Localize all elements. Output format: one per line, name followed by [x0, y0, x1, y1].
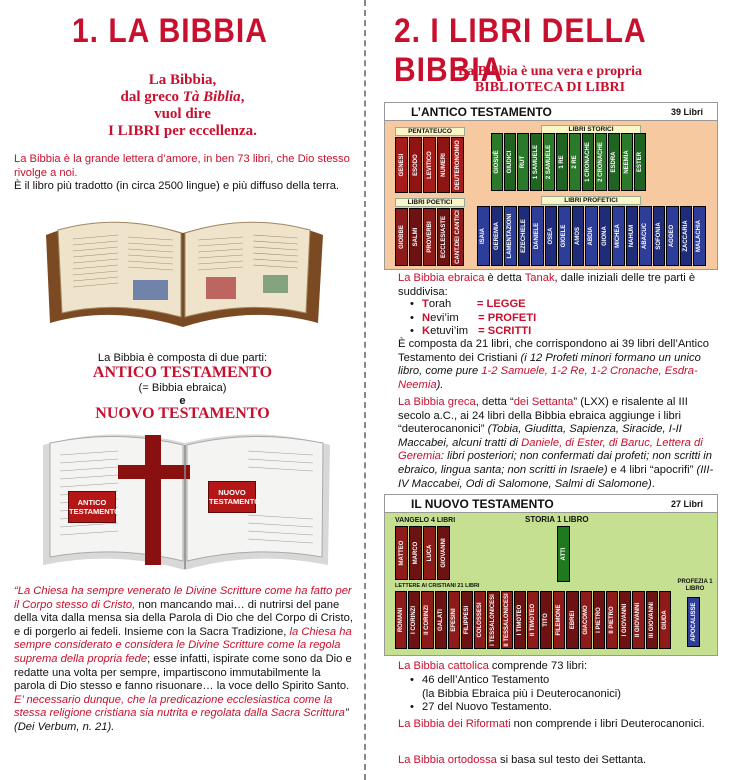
and-text: e [179, 395, 186, 407]
book-spine [527, 591, 539, 649]
cattolica-item: • 27 del Nuovo Testamento. [410, 701, 552, 714]
book-spine [491, 133, 503, 191]
book-spine [487, 591, 499, 649]
right-subtitle: La Bibbia è una vera e propria BIBLIOTECA DI LIBRI [457, 64, 643, 95]
book-title: LAMENTAZIONI [507, 213, 514, 259]
book-spine [409, 208, 422, 266]
book-title: DEUTERONOMIO [454, 140, 461, 190]
book-title: 2 SAMUELE [546, 144, 552, 180]
book-title: NUMERI [440, 153, 447, 177]
book-spine [423, 526, 436, 580]
book-title: FILIPPESI [464, 605, 471, 635]
book-title: GIACOMO [582, 605, 589, 635]
book-spine [626, 206, 639, 266]
book-title: GIOELE [561, 224, 568, 248]
book-spine [693, 206, 706, 266]
profetici-shelf [477, 206, 706, 266]
book-title: II PIETRO [609, 606, 616, 634]
book-spine [659, 591, 671, 649]
book-spine [595, 133, 607, 191]
book-title: MARCO [412, 541, 419, 565]
book-title: GIOBBE [398, 225, 405, 249]
tanak-item: • Nevi’im = PROFETI [410, 311, 537, 324]
book-spine [556, 133, 568, 191]
book-spine [619, 591, 631, 649]
book-title: AMOS [574, 227, 581, 245]
book-spine [545, 206, 558, 266]
book-spine [612, 206, 625, 266]
tanak-details: È composta da 21 libri, che corrispondono ai 39 libri dell’Antico Testamento dei Cristiani (i 12 Profeti minori formano un unico libro, come pure 1-2 Samuele, 1-2 Re, 1-2 Cronache, Esdra-Neemia). [398, 338, 709, 391]
cattolica-item: • 46 dell’Antico Testamento [410, 674, 550, 686]
book-spine [435, 591, 447, 649]
book-spine [687, 597, 700, 647]
book-spine [569, 133, 581, 191]
book-title: I GIOVANNI [622, 603, 629, 637]
book-title: SOFONIA [655, 222, 662, 250]
book-title: GIOVANNI [440, 538, 447, 568]
book-title: GALATI [437, 609, 444, 631]
book-spine [580, 591, 592, 649]
book-title: 1 SAMUELE [533, 144, 539, 180]
cattolica-paragraph: La Bibbia cattolica comprende 73 libri: [398, 660, 588, 672]
book-title: NEEMIA [624, 150, 630, 174]
book-title: ABDIA [588, 226, 595, 246]
book-spine [504, 206, 517, 266]
book-spine [530, 133, 542, 191]
book-title: II TIMOTEO [529, 603, 536, 637]
book-spine [599, 206, 612, 266]
open-bible-image [38, 205, 328, 340]
book-spine [437, 208, 450, 266]
pentateuco-shelf [395, 137, 464, 193]
book-title: GIOSUÈ [494, 150, 500, 174]
book-spine [395, 526, 408, 580]
book-title: LEVITICO [426, 151, 433, 179]
book-spine [608, 133, 620, 191]
book-title: ABACUC [642, 223, 649, 249]
book-spine [680, 206, 693, 266]
book-title: ISAIA [480, 227, 487, 245]
book-title: PROVERBI [426, 221, 433, 253]
book-spine [621, 133, 633, 191]
book-title: NAHUM [628, 224, 635, 248]
book-title: III GIOVANNI [648, 602, 655, 638]
book-spine [491, 206, 504, 266]
poetici-shelf [395, 208, 464, 266]
nuovo-testamento-panel [384, 494, 718, 656]
vangelo-shelf [395, 526, 450, 580]
storia-shelf [557, 526, 570, 582]
book-title: ESTER [637, 151, 643, 173]
cattolica-list [410, 674, 710, 715]
book-spine [634, 133, 646, 191]
book-spine [437, 137, 450, 193]
lettere-shelf [395, 591, 671, 649]
book-title: GENESI [398, 153, 405, 177]
lettere-label: LETTERE AI CRISTIANI 21 LIBRI [395, 583, 480, 589]
book-spine [557, 526, 570, 582]
dei-verbum-quote: “La Chiesa ha sempre venerato le Divine Scritture come ha fatto per il Corpo stesso di Cristo, non mancando mai… di nutrirsi del pane della vita dalla mensa sia della Parola di Dio che del Corpo di Cristo, e di porgerlo ai fedeli. Insieme con la Sacra Tradizione, la Chiesa ha sempre considerato e considera le Divine Scritture come la regola suprema della propria fede; esse infatti, ispirate come sono da Dio e redatte una volta per sempre, impartiscono immutabilmente la parola di Dio stesso e fanno risuonare… la voce dello Spirito Santo. E’ necessario dunque, che la predicazione ecclesiastica come la stessa religione cristiana sia nutrita e regolata dalla Sacra Scrittura” (Dei Verbum, n. 21). [14, 585, 353, 733]
book-spine [501, 591, 513, 649]
book-title: 1 RE [559, 155, 565, 169]
storici-label: LIBRI STORICI [541, 125, 641, 134]
book-title: ECCLESIASTE [440, 215, 447, 259]
profezia-shelf [687, 597, 700, 647]
book-spine [582, 133, 594, 191]
at-panel-title: L’ANTICO TESTAMENTO [411, 105, 552, 119]
left-column [10, 0, 355, 780]
book-title: 1 CRONACHE [585, 142, 591, 182]
tanak-item: • Ketuvi’im = SCRITTI [410, 325, 532, 338]
antico-sub: (= Bibbia ebraica) [138, 382, 227, 394]
book-spine [531, 206, 544, 266]
left-intro: La Bibbia, dal greco Tà Biblia, vuol dire I LIBRI per eccellenza. [108, 72, 257, 139]
book-spine [572, 206, 585, 266]
book-spine [423, 208, 436, 266]
tanak-item: • Torah = LEGGE [410, 298, 526, 310]
book-title: FILEMONE [556, 604, 563, 636]
pentateuco-label: PENTATEUCO [395, 127, 465, 136]
book-title: ESDRA [611, 151, 617, 173]
book-title: ATTI [560, 547, 567, 561]
book-title: II TESSALONICESI [503, 593, 510, 647]
left-paragraph-1: La Bibbia è la grande lettera d’amore, in ben 73 libri, che Dio stesso rivolge a noi. È il libro più tradotto (in circa 2500 lingue) e più diffuso della terra. [14, 153, 350, 193]
composed-text: La Bibbia è composta di due parti: [97, 352, 268, 364]
antico-testamento-label: ANTICO TESTAMENTO [92, 364, 273, 381]
riformati-paragraph: La Bibbia dei Riformati non comprende i libri Deuterocanonici. [398, 718, 705, 730]
bible-cross-image [38, 425, 333, 573]
book-title: MICHEA [615, 224, 622, 248]
book-spine [585, 206, 598, 266]
book-spine [606, 591, 618, 649]
book-title: 2 RE [572, 155, 578, 169]
book-title: ZACCARIA [682, 220, 689, 252]
book-title: TITO [543, 613, 550, 627]
book-title: I TIMOTEO [516, 604, 523, 636]
antico-testamento-tag: ANTICO TESTAMENTO [68, 491, 116, 523]
storici-shelf [491, 133, 646, 191]
book-spine [543, 133, 555, 191]
book-spine [437, 526, 450, 580]
book-title: APOCALISSE [690, 602, 697, 642]
cattolica-item: (la Bibbia Ebraica più i Deuterocanonici) [422, 687, 621, 700]
book-title: ROMANI [398, 607, 405, 633]
book-title: II CORINZI [424, 605, 431, 635]
book-spine [395, 591, 407, 649]
book-spine [395, 208, 408, 266]
book-spine [421, 591, 433, 649]
book-spine [517, 133, 529, 191]
book-title: GIUDICI [507, 150, 513, 174]
book-spine [474, 591, 486, 649]
book-spine [451, 137, 464, 193]
book-title: AGGEO [669, 224, 676, 248]
book-title: GEREMIA [493, 221, 500, 251]
vangelo-label: VANGELO 4 LIBRI [395, 517, 456, 524]
book-title: EZECHIELE [520, 219, 527, 253]
book-spine [504, 133, 516, 191]
nuovo-testamento-tag: NUOVO TESTAMENTO [208, 481, 256, 513]
book-spine [666, 206, 679, 266]
book-spine [423, 137, 436, 193]
ortodossa-paragraph: La Bibbia ortodossa si basa sul testo dei Settanta. [398, 754, 647, 766]
book-title: SALMI [412, 227, 419, 247]
book-spine [558, 206, 571, 266]
book-spine [461, 591, 473, 649]
book-spine [477, 206, 490, 266]
book-title: 2 CRONACHE [598, 142, 604, 182]
poetici-label: LIBRI POETICI [395, 198, 465, 207]
left-title: 1. LA BIBBIA [72, 12, 268, 50]
book-title: I TESSALONICESI [490, 594, 497, 646]
book-title: RUT [520, 155, 526, 169]
nt-panel-count: 27 Libri [670, 499, 703, 509]
book-spine [639, 206, 652, 266]
book-title: GIUDA [661, 610, 668, 630]
book-spine [409, 526, 422, 580]
book-spine [632, 591, 644, 649]
book-spine [448, 591, 460, 649]
book-title: MATTEO [398, 540, 405, 566]
at-panel-count: 39 Libri [670, 107, 703, 117]
book-title: LUCA [426, 544, 433, 562]
tanak-list [410, 298, 610, 339]
book-spine [514, 591, 526, 649]
book-title: ESODO [412, 154, 419, 176]
book-title: COLOSSESI [477, 602, 484, 638]
right-title: 2. I LIBRI DELLA BIBBIA [394, 12, 646, 90]
book-title: CANT.DEI CANTICI [454, 210, 461, 264]
greca-paragraph: La Bibbia greca, detta “dei Settanta” (LXX) e risalente al III secolo a.C., ai 24 libri della Bibbia ebraica aggiunge i libri “deuterocanonici” (Tobia, Giuditta, Sapienza, Siracide, I-II Maccabei, alcuni tratti di Daniele, di Ester, di Baruc, Lettera di Geremia: libri posteriori; non confermati dai profeti; non scritti in ebraico, lingua santa; non scritti in Israele) e 4 libri “apocrifi” (III-IV Maccabei, Odi di Salomone, Salmi di Salomone). [398, 396, 714, 490]
book-title: I PIETRO [595, 607, 602, 633]
right-column [380, 0, 720, 780]
page-divider [364, 0, 366, 780]
antico-testamento-panel [384, 102, 718, 270]
book-title: DANIELE [534, 222, 541, 250]
book-title: II GIOVANNI [635, 602, 642, 638]
tanak-paragraph: La Bibbia ebraica è detta Tanak, dalle iniziali delle tre parti è suddivisa: [398, 272, 696, 298]
book-spine [593, 591, 605, 649]
nuovo-testamento-label: NUOVO TESTAMENTO [95, 405, 270, 422]
nt-panel-title: IL NUOVO TESTAMENTO [411, 497, 554, 511]
book-spine [395, 137, 408, 193]
book-spine [553, 591, 565, 649]
book-spine [518, 206, 531, 266]
book-spine [653, 206, 666, 266]
book-title: I CORINZI [411, 606, 418, 634]
book-title: EBREI [569, 610, 576, 630]
book-title: EFESINI [450, 608, 457, 632]
book-spine [451, 208, 464, 266]
book-title: GIONA [601, 226, 608, 246]
profezia-label: PROFEZIA 1 LIBRO [677, 579, 713, 592]
storia-label: STORIA 1 LIBRO [525, 515, 589, 524]
book-spine [566, 591, 578, 649]
book-spine [408, 591, 420, 649]
book-title: OSEA [547, 227, 554, 245]
book-spine [540, 591, 552, 649]
profetici-label: LIBRI PROFETICI [541, 196, 641, 205]
book-spine [409, 137, 422, 193]
book-spine [646, 591, 658, 649]
book-title: MALACHIA [696, 220, 703, 252]
